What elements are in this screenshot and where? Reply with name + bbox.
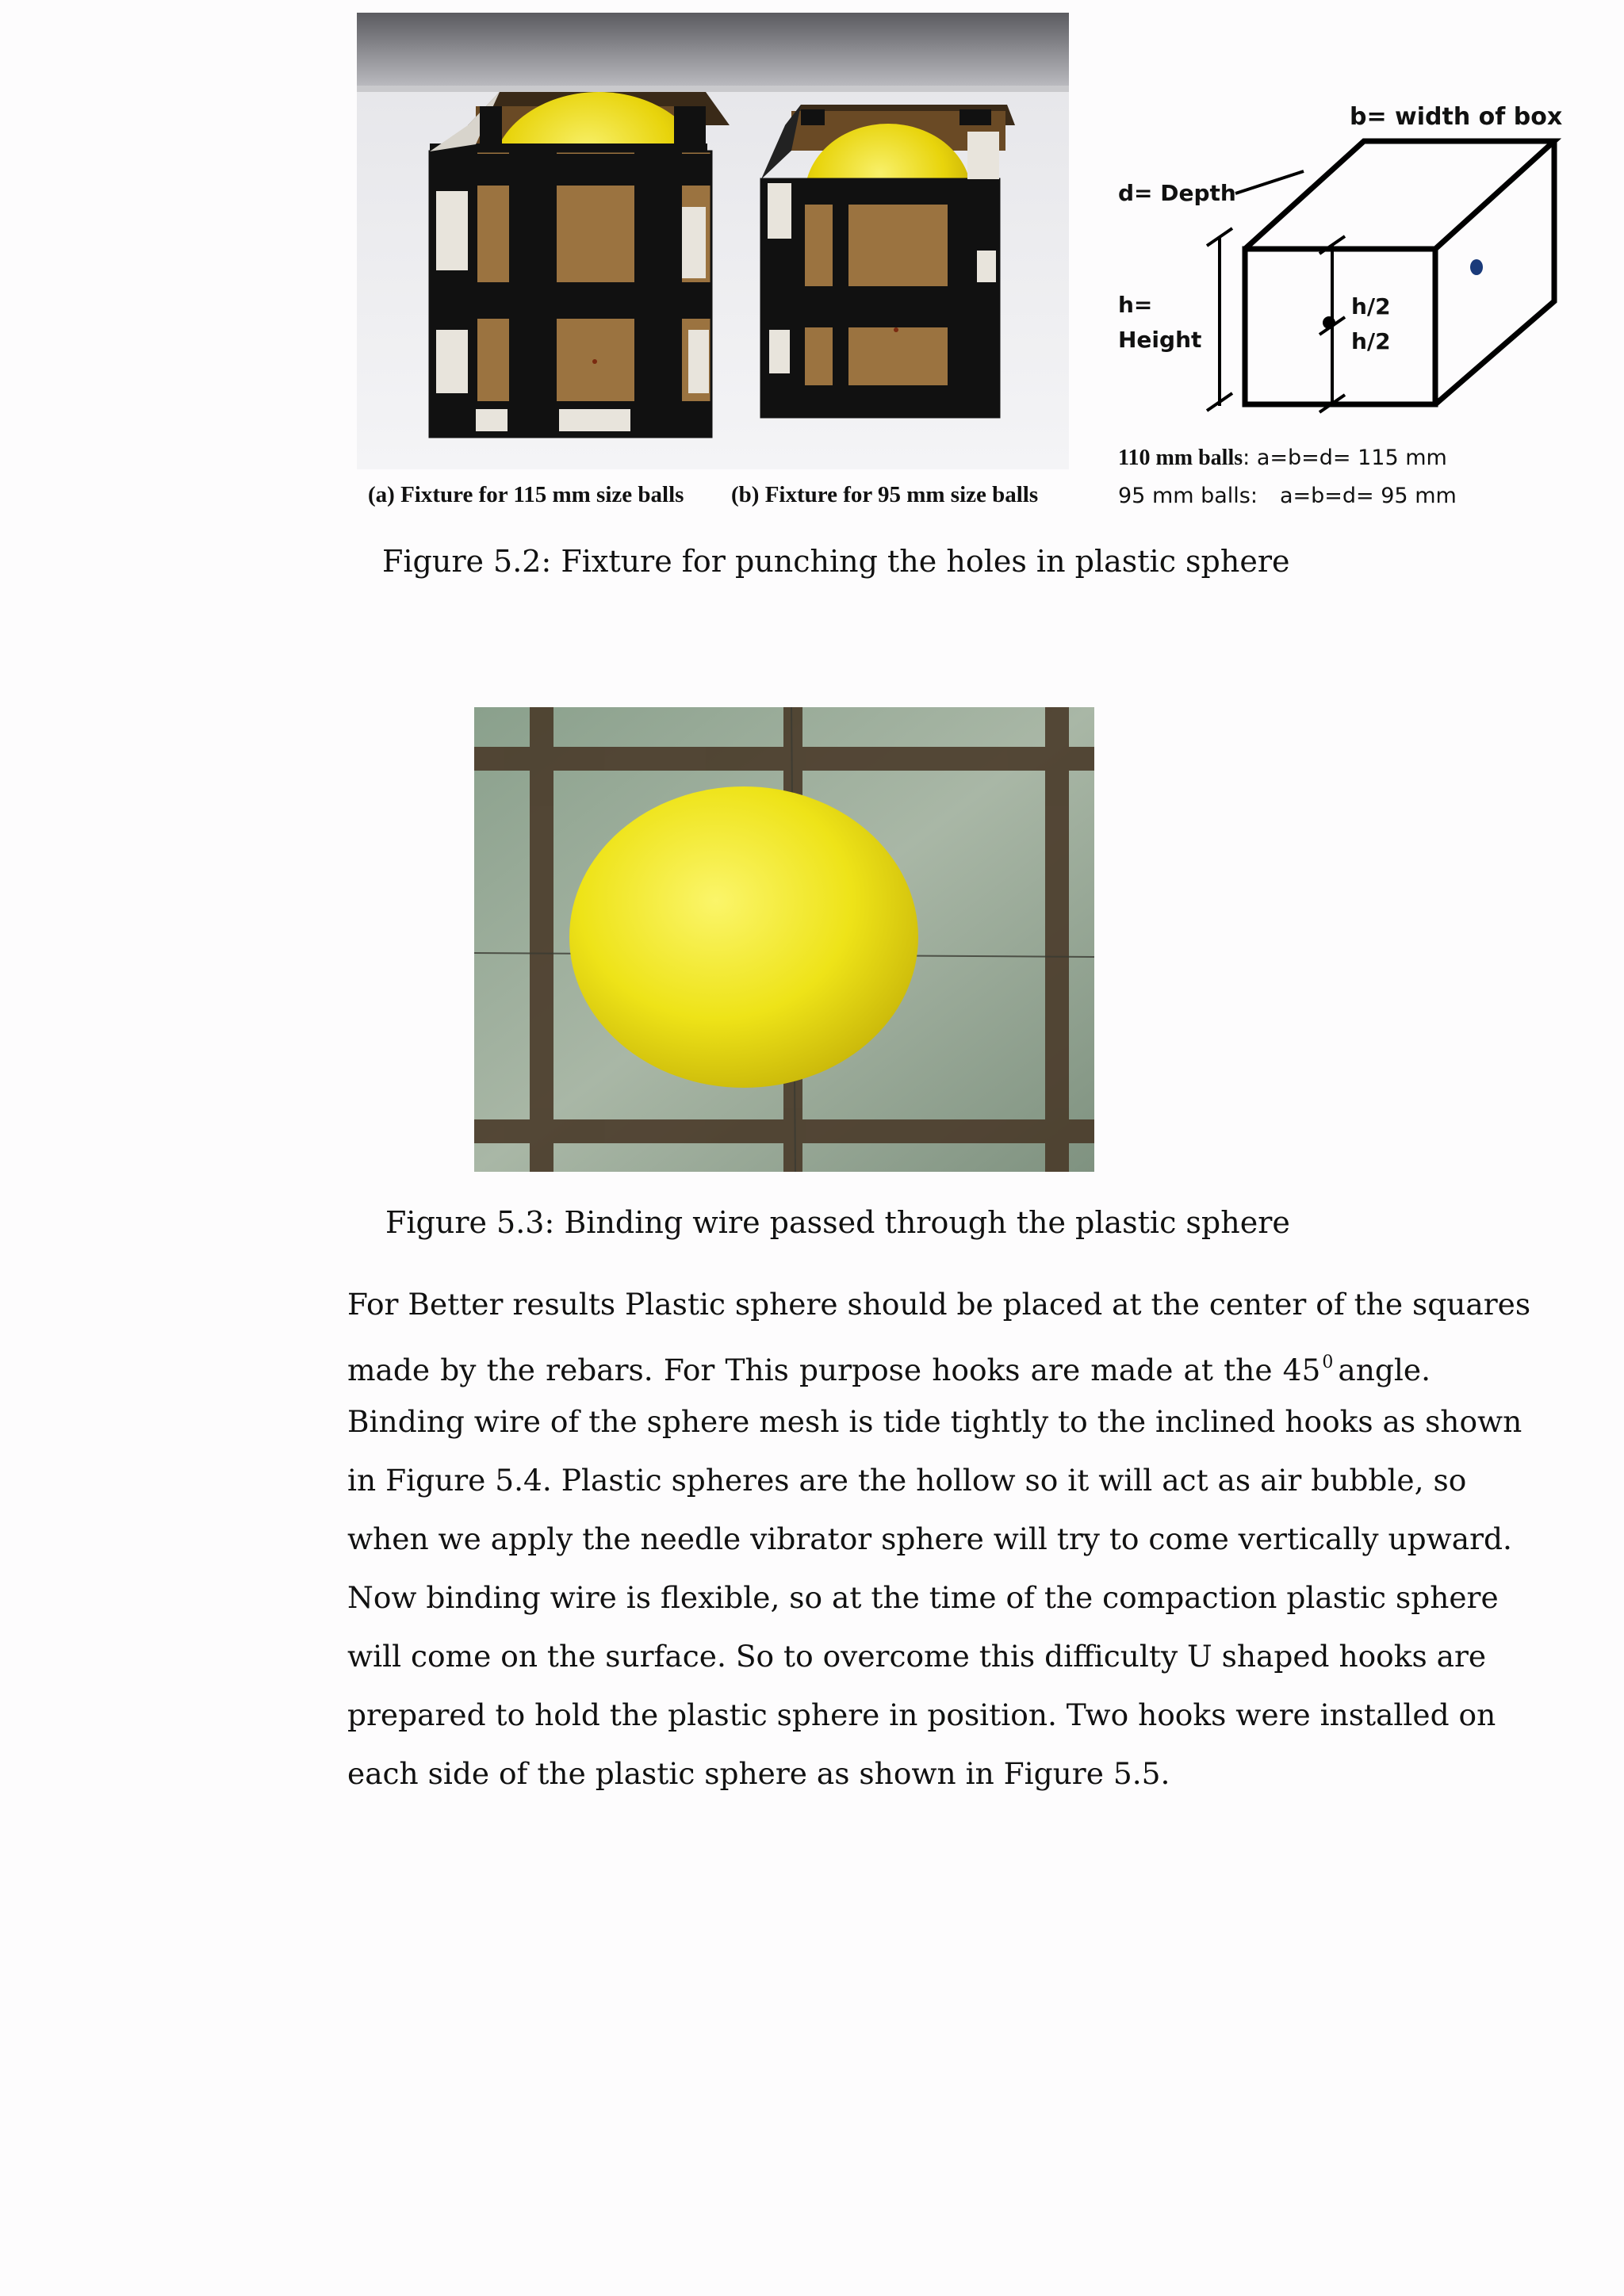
fixture-photo [357,13,1069,469]
height-label-line2: Height [1118,327,1202,353]
note-95mm-value: a=b=d= 95 mm [1279,484,1457,508]
note-110mm-label: 110 mm balls [1118,446,1243,470]
paragraph-line: For Better results Plastic sphere should be placed at the center of the squares [347,1287,1531,1322]
paragraph-line: when we apply the needle vibrator sphere will try to come vertically upward. [347,1521,1512,1556]
plastic-sphere [569,786,918,1088]
depth-label: d= Depth [1118,180,1236,206]
half-height-bottom-label: h/2 [1351,328,1391,354]
body-paragraph [347,1275,1531,1803]
half-height-top-label: h/2 [1351,293,1391,320]
center-mark [1323,316,1335,329]
fixture-box-115mm [430,92,730,437]
box-side-face [1435,141,1554,404]
paragraph-line: in Figure 5.4. Plastic spheres are the hollow so it will act as air bubble, so [347,1463,1467,1498]
paragraph-line: prepared to hold the plastic sphere in position. Two hooks were installed on [347,1697,1496,1732]
figure-5-2-caption: Figure 5.2: Fixture for punching the holes in plastic sphere [382,544,1290,579]
degree-superscript: 0 [1322,1353,1334,1372]
note-110mm [1118,446,1447,471]
width-label: b= width of box [1350,103,1563,131]
paragraph-line: will come on the surface. So to overcome this difficulty U shaped hooks are [347,1639,1487,1674]
side-hole-mark [1470,259,1483,275]
paragraph-line: Binding wire of the sphere mesh is tide tightly to the inclined hooks as shown [347,1404,1522,1439]
height-label-line1: h= [1118,292,1153,318]
box-top-face [1245,141,1554,249]
paragraph-line: Now binding wire is flexible, so at the time of the compaction plastic sphere [347,1580,1499,1615]
depth-leader-line [1235,171,1304,193]
photo-caption-b: (b) Fixture for 95 mm size balls [731,482,1039,507]
note-95mm-label: 95 mm balls: [1118,484,1258,508]
sphere-on-mesh-photo [474,707,1094,1172]
paragraph-line-text: made by the rebars. For This purpose hooks are made at the 45 [347,1353,1321,1387]
paragraph-line: each side of the plastic sphere as shown in Figure 5.5. [347,1756,1170,1791]
photo-caption-a: (a) Fixture for 115 mm size balls [368,482,684,507]
note-95mm [1118,484,1457,508]
paragraph-line [347,1334,1431,1392]
height-dimension [1207,228,1232,411]
fixture-box-diagram [1118,95,1562,523]
note-110mm-value: : a=b=d= 115 mm [1243,446,1447,470]
box-front-face [1245,249,1435,404]
figure-5-3-caption: Figure 5.3: Binding wire passed through the plastic sphere [385,1205,1290,1240]
paragraph-line-text: angle. [1338,1353,1431,1387]
